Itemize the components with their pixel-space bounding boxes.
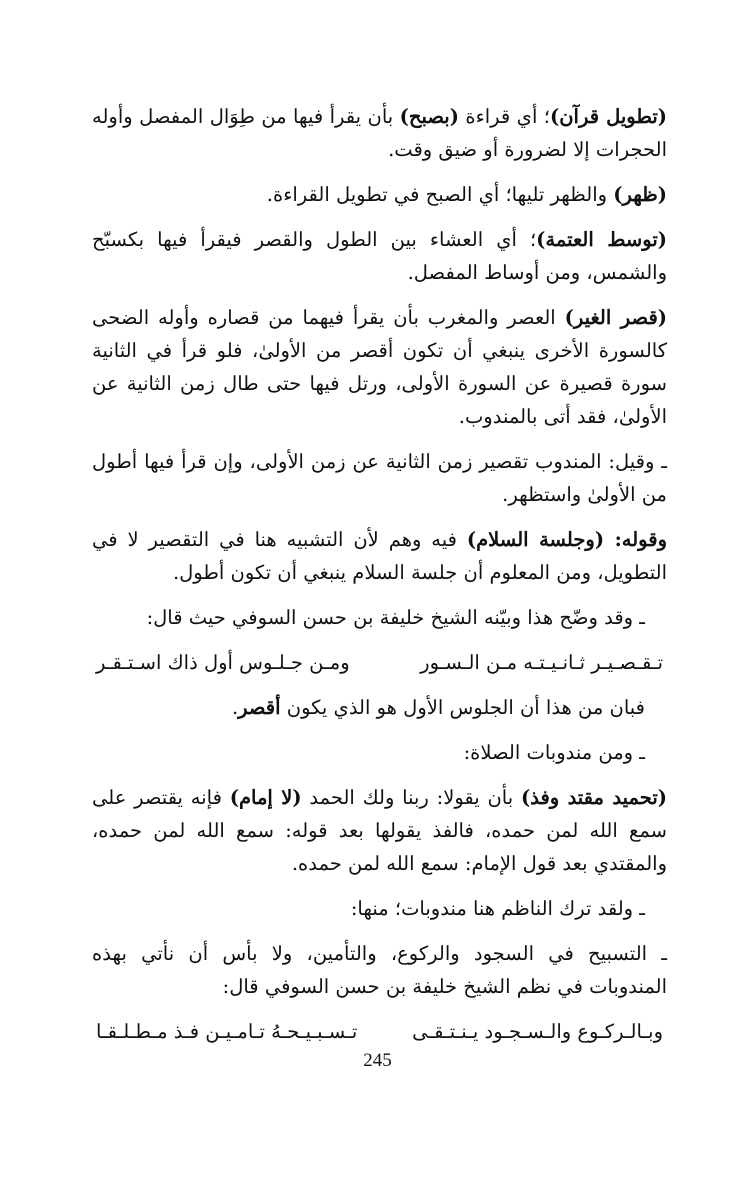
paragraph-tasbih: ـ التسبيح في السجود والركوع، والتأمين، ولا بأس أن نأتي بهذه المندوبات في نظم الشيخ خليفة بن حسن السوفي قال:	[92, 942, 667, 998]
paragraph-tatwil	[92, 100, 667, 166]
bold-term: (توسط العتمة)	[536, 228, 667, 251]
text-run: فبان من هذا أن الجلوس الأول هو الذي يكون	[280, 696, 645, 719]
paragraph-tahmid	[92, 781, 667, 880]
paragraph-wadaha: ـ وقد وضّح هذا وبيّنه الشيخ خليفة بن حسن السوفي حيث قال:	[146, 606, 645, 629]
page-number: 245	[363, 1050, 392, 1071]
text-run: بأن يقرأ فيها من طِوَال المفصل وأوله الحجرات إلا لضرورة أو ضيق وقت.	[92, 105, 667, 161]
page-body	[92, 100, 667, 1060]
bold-term: (ظهر)	[613, 183, 667, 206]
verse-line-1	[92, 646, 667, 679]
verse-second-hemistich: ومـن جـلـوس أول ذاك اسـتـقـر	[96, 651, 350, 674]
bold-term: (لا إمام)	[229, 786, 302, 809]
text-run: العصر والمغرب بأن يقرأ فيهما من قصاره وأوله الضحى كالسورة الأخرى ينبغي أن تكون أقصر من الأولىٰ، فلو قرأ في الثانية سورة قصيرة عن السورة الأولى، ورتل فيها حتى طال زمن الثانية عن الأولىٰ، فقد أتى بالمندوب.	[92, 306, 667, 428]
paragraph-faban	[92, 691, 667, 724]
paragraph-qila: ـ وقيل: المندوب تقصير زمن الثانية عن زمن الأولى، وإن قرأ فيها أطول من الأولىٰ واستظهر.	[92, 450, 667, 506]
text-run: والظهر تليها؛ أي الصبح في تطويل القراءة.	[266, 183, 614, 206]
text-run: .	[231, 696, 239, 719]
bold-term: (قصر الغير)	[564, 306, 667, 329]
bold-term: (تطويل قرآن)	[550, 105, 667, 128]
verse-second-hemistich: تـسـبـيـحـهُ تـامـيـن فـذ مـطـلـقـا	[96, 1020, 358, 1043]
bold-term: (بصبح)	[399, 105, 459, 128]
paragraph-qasr	[92, 301, 667, 433]
text-run: فيه وهم لأن التشبيه هنا في التقصير لا في التطويل، ومن المعلوم أن جلسة السلام ينبغي أن تكون أطول.	[92, 528, 667, 584]
bold-term: أقصر	[238, 696, 281, 719]
verse-first-hemistich: وبـالـركـوع والـسـجـود يـنـتـقـى	[412, 1020, 663, 1043]
paragraph-atama	[92, 223, 667, 289]
bold-term: (تحميد مقتد وفذ)	[520, 786, 668, 809]
bold-term: (وجلسة السلام)	[466, 528, 605, 551]
text-run: ؛ أي قراءة	[458, 105, 550, 128]
paragraph-mandubat: ـ ومن مندوبات الصلاة:	[463, 741, 645, 764]
text-run: ؛ أي العشاء بين الطول والقصر فيقرأ فيها بكسبّح والشمس، ومن أوساط المفصل.	[92, 228, 667, 284]
text-run: فإنه يقتصر على سمع الله لمن حمده، فالفذ يقولها بعد قوله: سمع الله لمن حمده، والمقتدي بعد قول الإمام: سمع الله لمن حمده.	[92, 786, 667, 875]
paragraph-qawluhu	[92, 523, 667, 589]
verse-first-hemistich: تـقـصـيـر ثـانـيـتـه مـن الـسـور	[420, 651, 663, 674]
verse-line-2	[92, 1015, 667, 1048]
paragraph-taraka: ـ ولقد ترك الناظم هنا مندوبات؛ منها:	[350, 897, 645, 920]
paragraph-zuhr	[92, 178, 667, 211]
text-run: بأن يقولا: ربنا ولك الحمد	[301, 786, 521, 809]
bold-term: وقوله:	[604, 528, 667, 551]
